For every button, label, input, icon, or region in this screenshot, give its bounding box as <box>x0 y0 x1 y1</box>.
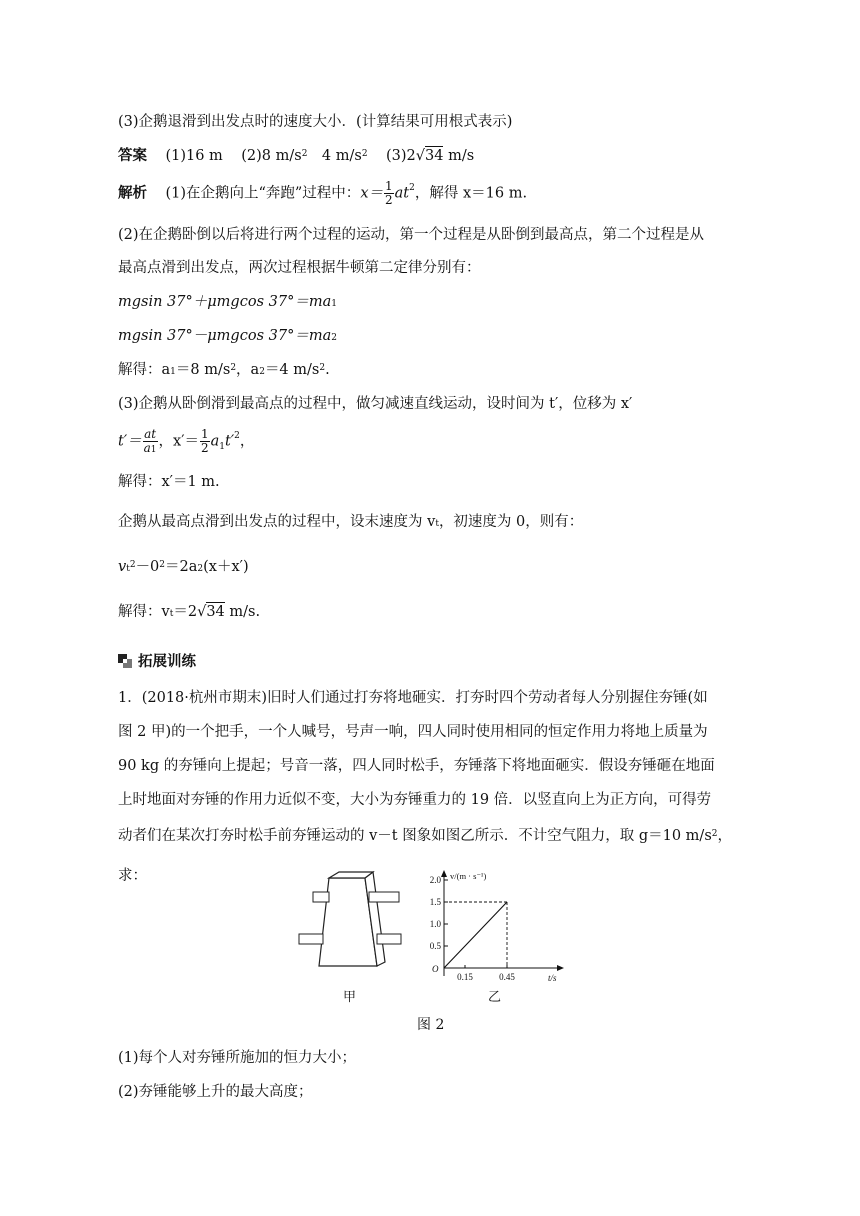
figure-caption: 图 2 <box>417 1017 445 1033</box>
x-axis-arrow <box>557 965 564 971</box>
sub-question-1: (1)每个人对夯锤所施加的恒力大小； <box>118 1050 357 1066</box>
answer-part-3: (3)2 <box>386 148 416 164</box>
solution-2: 解得：x′＝1 m. <box>118 474 220 490</box>
analysis-p4: 企鹅从最高点滑到出发点的过程中，设末速度为 $v_t$，初速度为 0，则有： <box>118 514 584 530</box>
analysis-label: 解析 <box>118 185 147 202</box>
analysis-p2b: 最高点滑到出发点，两次过程根据牛顿第二定律分别有： <box>118 260 481 276</box>
solution-3: 解得：$v_t=2√34$ m/s. <box>118 604 261 620</box>
problem-line-5: 动者们在某次打夯时松手前夯锤运动的 v－t 图象如图乙所示．不计空气阻力，取 g＝10 $m/s^2$， <box>118 828 732 844</box>
y-axis-label: v/(m · s⁻¹) <box>450 871 487 881</box>
section-title: 拓展训练 <box>138 654 196 670</box>
question-3-line <box>118 112 512 132</box>
question-3-text: (3)企鹅退滑到出发点时的速度大小．(计算结果可用根式表示) <box>118 114 513 130</box>
y-tick-label: 1.0 <box>429 919 441 929</box>
x-tick-label: 0.45 <box>499 972 515 982</box>
answer-part-2b: 4 m/s <box>307 148 362 164</box>
figure-label-right: 乙 <box>488 990 502 1005</box>
equation-2: mgsin 37°－μmgcos $37^\circ=ma_2$ <box>118 328 337 344</box>
problem-line-1: 1．(2018·杭州市期末)旧时人们通过打夯将地砸实．打夯时四个劳动者每人分别握住夯锤(如 <box>118 690 708 706</box>
solution-root: 34 <box>206 604 225 620</box>
analysis-p3: (3)企鹅从卧倒滑到最高点的过程中，做匀减速直线运动，设时间为 t′，位移为 x′ <box>118 396 633 412</box>
problem-line-4: 上时地面对夯锤的作用力近似不变，大小为夯锤重力的 19 倍．以竖直向上为正方向，可得劳 <box>118 792 712 808</box>
section-header <box>118 650 196 671</box>
sub-question-2: (2)夯锤能够上升的最大高度； <box>118 1084 313 1100</box>
answer-label: 答案 <box>118 148 147 164</box>
fraction-half-2: $\frac{1}{2}$ <box>201 427 209 455</box>
problem-line-2: 图 2 甲)的一个把手，一个人喊号，号声一响，四人同时使用相同的恒定作用力将地上质量为 <box>118 724 708 740</box>
answer-part-1: (1)16 m <box>165 148 223 164</box>
analysis-p2a: (2)在企鹅卧倒以后将进行两个过程的运动，第一个过程是从卧倒到最高点，第二个过程是从 <box>118 227 705 243</box>
figure-label-left: 甲 <box>343 990 357 1005</box>
x-axis-label: t/s <box>548 973 557 983</box>
problem-line-6: 求： <box>118 868 147 884</box>
fraction-half: $\frac{1}{2}$ <box>385 179 393 207</box>
x-tick-label: 0.15 <box>457 972 473 982</box>
equation-4: $v_t^2-0^2=2a_2(x+x')$ <box>118 559 249 575</box>
vt-graph <box>420 868 570 986</box>
velocity-line <box>444 902 507 968</box>
y-tick-label: 2.0 <box>429 875 441 885</box>
problem-line-3: 90 kg 的夯锤向上提起；号音一落，四人同时松手，夯锤落下将地面砸实．假设夯锤砸在地面 <box>118 758 715 774</box>
analysis-line-1: 解析 (1)在企鹅向上“奔跑”过程中：x＝ $\frac{1}{2}$ $at^2$，解得 x＝16 m. <box>118 179 528 207</box>
answer-line: 答案 (1)16 m (2)8 $m/s^2$ 4 $m/s^2$ (3)2√34 m/s <box>118 148 475 164</box>
equation-3: t′＝ $\frac{at}{a_1}$ ，x′＝ $\frac{1}{2}$ $a_1t'^2$， <box>118 427 255 455</box>
equation-1: mgsin 37°＋μmgcos $37^\circ=ma_1$ <box>118 294 337 310</box>
solution-1: 解得：$a_1=8$ $m/s^2$，$a_2=4$ $m/s^2$. <box>118 362 330 378</box>
section-block-icon <box>118 654 132 668</box>
y-axis-arrow <box>441 870 447 877</box>
fraction-at-a1: $\frac{at}{a_1}$ <box>143 427 157 455</box>
origin-label: O <box>432 964 439 974</box>
y-tick-label: 0.5 <box>429 941 441 951</box>
y-tick-label: 1.5 <box>429 897 441 907</box>
rammer-figure <box>295 870 405 980</box>
answer-part-2a: (2)8 m/s <box>241 148 302 164</box>
answer-root: 34 <box>425 148 444 164</box>
